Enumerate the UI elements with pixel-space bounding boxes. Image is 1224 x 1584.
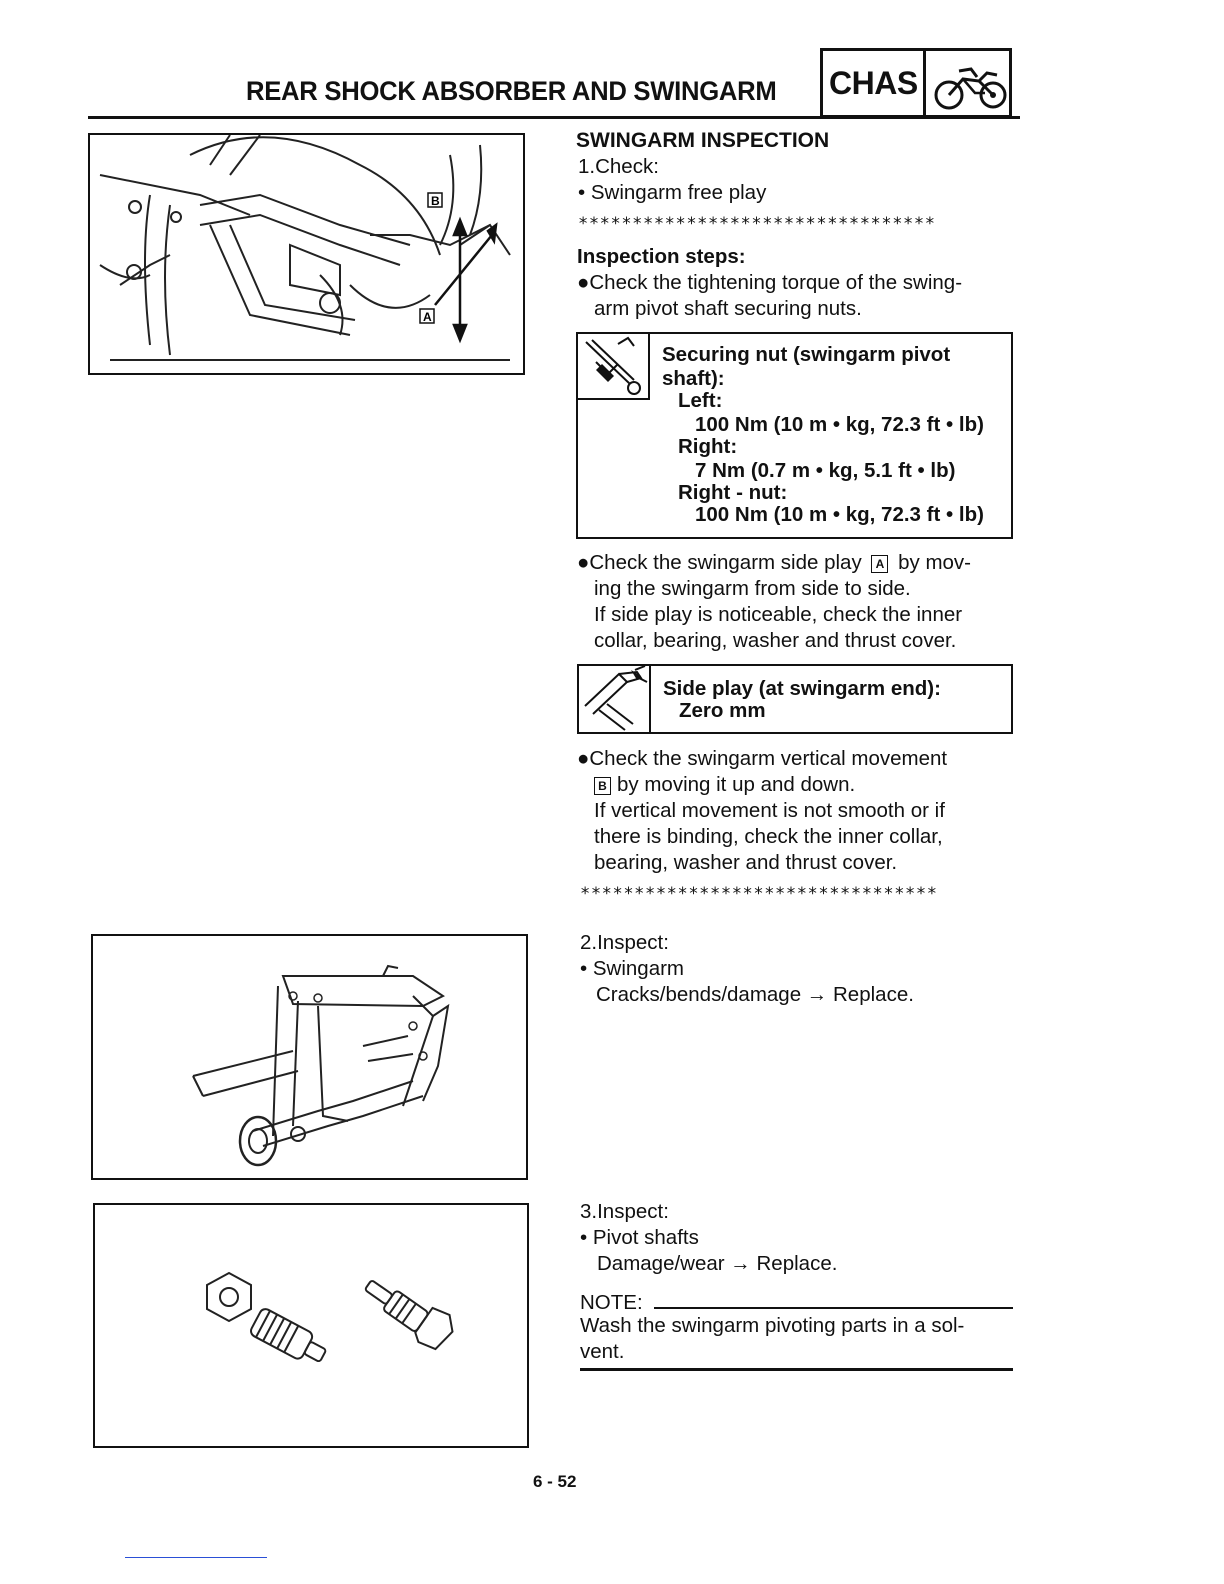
badge-divider — [923, 51, 926, 115]
torque-right-value: 7 Nm (0.7 m • kg, 5.1 ft • lb) — [695, 459, 956, 482]
label-a-marker: A — [423, 310, 432, 324]
bullet2-line1-post: by mov- — [898, 551, 972, 574]
bullet1-line2: arm pivot shaft securing nuts. — [594, 297, 862, 320]
step1-text: 1.Check: — [578, 155, 659, 178]
torque-wrench-icon — [578, 334, 648, 398]
stars-divider-top: ********************************* — [578, 214, 936, 234]
step2-detail: Cracks/bends/damage → Replace. — [596, 983, 914, 1006]
note-line2: vent. — [580, 1340, 625, 1363]
side-play-label: Side play (at swingarm end): — [663, 677, 941, 700]
note-label: NOTE: — [580, 1291, 643, 1314]
torque-spec-box — [576, 332, 1013, 539]
bullet2-line4: collar, bearing, washer and thrust cover. — [594, 629, 957, 652]
label-b-marker: B — [431, 194, 440, 208]
bullet3-line2 — [594, 772, 855, 798]
step2-item: • Swingarm — [580, 957, 685, 980]
step3-text: 3.Inspect: — [580, 1200, 669, 1223]
bullet3-line1: ●Check the swingarm vertical movement — [577, 747, 948, 770]
step1-item: • Swingarm free play — [578, 181, 767, 204]
note-bottom-rule — [580, 1368, 1013, 1371]
bullet3-marker: B — [594, 777, 611, 795]
section-heading: SWINGARM INSPECTION — [576, 129, 830, 152]
bullet2-line2: ing the swingarm from side to side. — [594, 577, 911, 600]
note-top-rule — [654, 1307, 1013, 1309]
swingarm-illustration — [93, 936, 526, 1178]
torque-right-label: Right: — [678, 435, 738, 458]
torque-rightnut-value: 100 Nm (10 m • kg, 72.3 ft • lb) — [695, 503, 984, 526]
bullet2-line1 — [577, 550, 971, 576]
note-line1: Wash the swingarm pivoting parts in a sol- — [580, 1314, 965, 1337]
caliper-icon-cell — [579, 666, 651, 732]
figure-swingarm-free-play — [88, 133, 525, 375]
torque-left-label: Left: — [678, 389, 723, 412]
motorcycle-icon — [931, 59, 1011, 113]
bullet2-marker: A — [871, 555, 888, 573]
torque-title-line1: Securing nut (swingarm pivot — [662, 343, 951, 366]
torque-left-value: 100 Nm (10 m • kg, 72.3 ft • lb) — [695, 413, 984, 436]
step3-item: • Pivot shafts — [580, 1226, 699, 1249]
bullet3-line5: bearing, washer and thrust cover. — [594, 851, 898, 874]
page-number: 6 - 52 — [533, 1472, 577, 1491]
torque-title-line2: shaft): — [662, 367, 725, 390]
bullet3-line3: If vertical movement is not smooth or if — [594, 799, 945, 822]
bottom-link-underline — [125, 1557, 267, 1558]
step3-detail: Damage/wear → Replace. — [597, 1252, 838, 1275]
side-play-value: Zero mm — [679, 699, 766, 722]
side-play-spec-box — [577, 664, 1013, 734]
section-badge — [820, 48, 1012, 118]
figure-pivot-shafts — [93, 1203, 529, 1448]
bullet2-line3: If side play is noticeable, check the inner — [594, 603, 963, 626]
bullet1-line1: ●Check the tightening torque of the swing- — [577, 271, 963, 294]
inspection-steps-heading: Inspection steps: — [577, 245, 746, 268]
badge-text: CHAS — [829, 65, 918, 101]
pivot-shafts-illustration — [95, 1205, 527, 1446]
stars-divider-bottom: ********************************* — [580, 884, 938, 904]
step2-text: 2.Inspect: — [580, 931, 669, 954]
swingarm-free-play-illustration — [90, 135, 523, 373]
bullet3-line2-text: by moving it up and down. — [617, 773, 856, 796]
bullet3-line4: there is binding, check the inner collar, — [594, 825, 943, 848]
torque-rightnut-label: Right - nut: — [678, 481, 788, 504]
caliper-icon — [579, 666, 649, 732]
bullet2-line1-pre: ●Check the swingarm side play — [577, 551, 862, 574]
figure-swingarm — [91, 934, 528, 1180]
page-title: REAR SHOCK ABSORBER AND SWINGARM — [246, 76, 777, 106]
torque-wrench-icon-cell — [578, 334, 650, 400]
